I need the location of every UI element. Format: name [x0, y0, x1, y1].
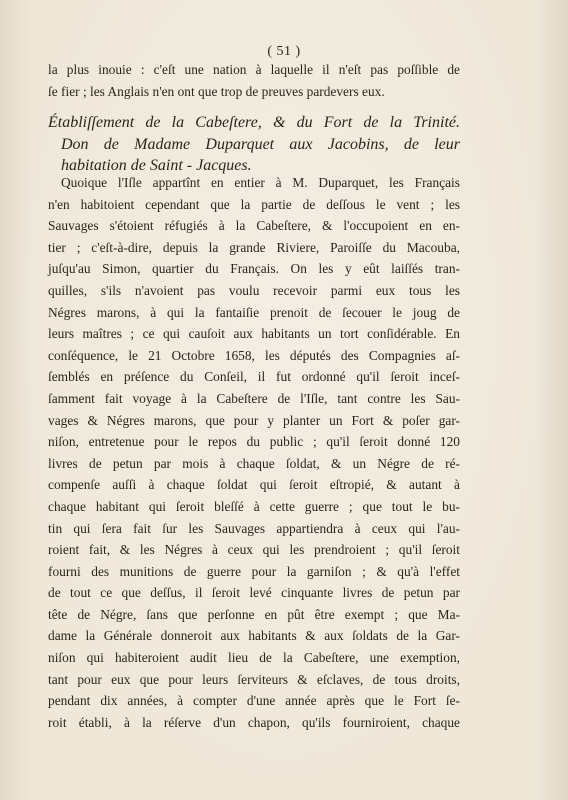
text-line: ſemblés en préſence du Conſeil, il fut ordonné qu'il ſeroit inceſ- — [48, 369, 460, 385]
text-line: quilles, s'ils n'avoient pas voulu recevoir parmi eux tous les — [48, 282, 460, 298]
text-line: vages & Négres marons, que pour y planter un Fort & poſer gar- — [48, 412, 460, 428]
text-line: Quoique l'Iſle appartînt en entier à M. Duparquet, les Français — [61, 175, 460, 190]
text-line: tin qui ſera fait ſur les Sauvages appartiendra à ceux qui l'au- — [48, 520, 460, 536]
continued-paragraph — [48, 59, 460, 102]
text-line: juſqu'au Simon, quartier du Français. On les y eût laiſſés tran- — [48, 261, 460, 277]
text-line: niſon qui habiteroient audit lieu de la Cabeſtere, une exemption, — [48, 650, 460, 666]
heading-line: Établiſſement de la Cabeſtere, & du Fort de la Trinité. — [48, 114, 460, 131]
text-line: de tout ce que deſſus, il ſeroit levé cinquante livres de petun par — [48, 585, 460, 601]
page-number: ( 51 ) — [267, 44, 301, 59]
text-line: Sauvages s'étoient réfugiés à la Cabeſtere, & l'occupoient en en- — [48, 218, 460, 234]
text-line: compenſe auſſi à chaque ſoldat qui ſeroit eſtropié, & autant à — [48, 477, 460, 493]
text-line: Négres marons, à qui la fantaiſie prenoit de ſecouer le joug de — [48, 304, 460, 320]
text-line: ſamment fait voyage à la Cabeſtere de l'Iſle, tant contre les Sau- — [48, 390, 460, 406]
text-line: tête de Négre, ſans que perſonne en pût être exempt ; que Ma- — [48, 606, 460, 622]
text-line: la plus inouie : c'eſt une nation à laquelle il n'eſt pas poſſible de — [48, 62, 460, 77]
text-line: leurs maîtres ; ce qui cauſoit aux habitants un tort conſidérable. En — [48, 326, 460, 342]
heading-line: Don de Madame Duparquet aux Jacobins, de leur — [61, 135, 460, 153]
text-line: n'en habitoient cependant que la partie de deſſous le vent ; les — [48, 196, 460, 212]
text-line: pendant dix années, à compter d'une année après que le Fort ſe- — [48, 693, 460, 709]
text-line: ſe fier ; les Anglais n'en ont que trop de preuves pardevers eux. — [48, 83, 385, 99]
text-line: conſéquence, le 21 Octobre 1658, les députés des Compagnies aſ- — [48, 347, 460, 363]
text-line: livres de petun par mois à chaque ſoldat, & un Négre de ré- — [48, 455, 460, 471]
text-line: roient fait, & les Négres à ceux qui les prendroient ; qu'il ſeroit — [48, 542, 460, 558]
text-line: niſon, entretenue pour le repos du public ; qu'il ſeroit donné 120 — [48, 434, 460, 450]
text-line: chaque habitant qui ſeroit bleſſé à cette guerre ; que tout le bu- — [48, 498, 460, 514]
text-line: fourni des munitions de guerre pour la garniſon ; & qu'à l'effet — [48, 563, 460, 579]
body-paragraph — [48, 172, 460, 733]
text-line: dame la Générale donneroit aux habitants & aux ſoldats de la Gar- — [48, 628, 460, 644]
heading-line: habitation de Saint - Jacques. — [61, 157, 252, 175]
text-line: roit établi, à la réſerve d'un chapon, qu'ils fourniroient, chaque — [48, 714, 460, 730]
section-heading — [48, 112, 460, 177]
text-line: tier ; c'eſt-à-dire, depuis la grande Riviere, Paroiſſe du Macouba, — [48, 239, 460, 255]
text-line: tant pour eux que pour leurs ſerviteurs & eſclaves, de tous droits, — [48, 671, 460, 687]
